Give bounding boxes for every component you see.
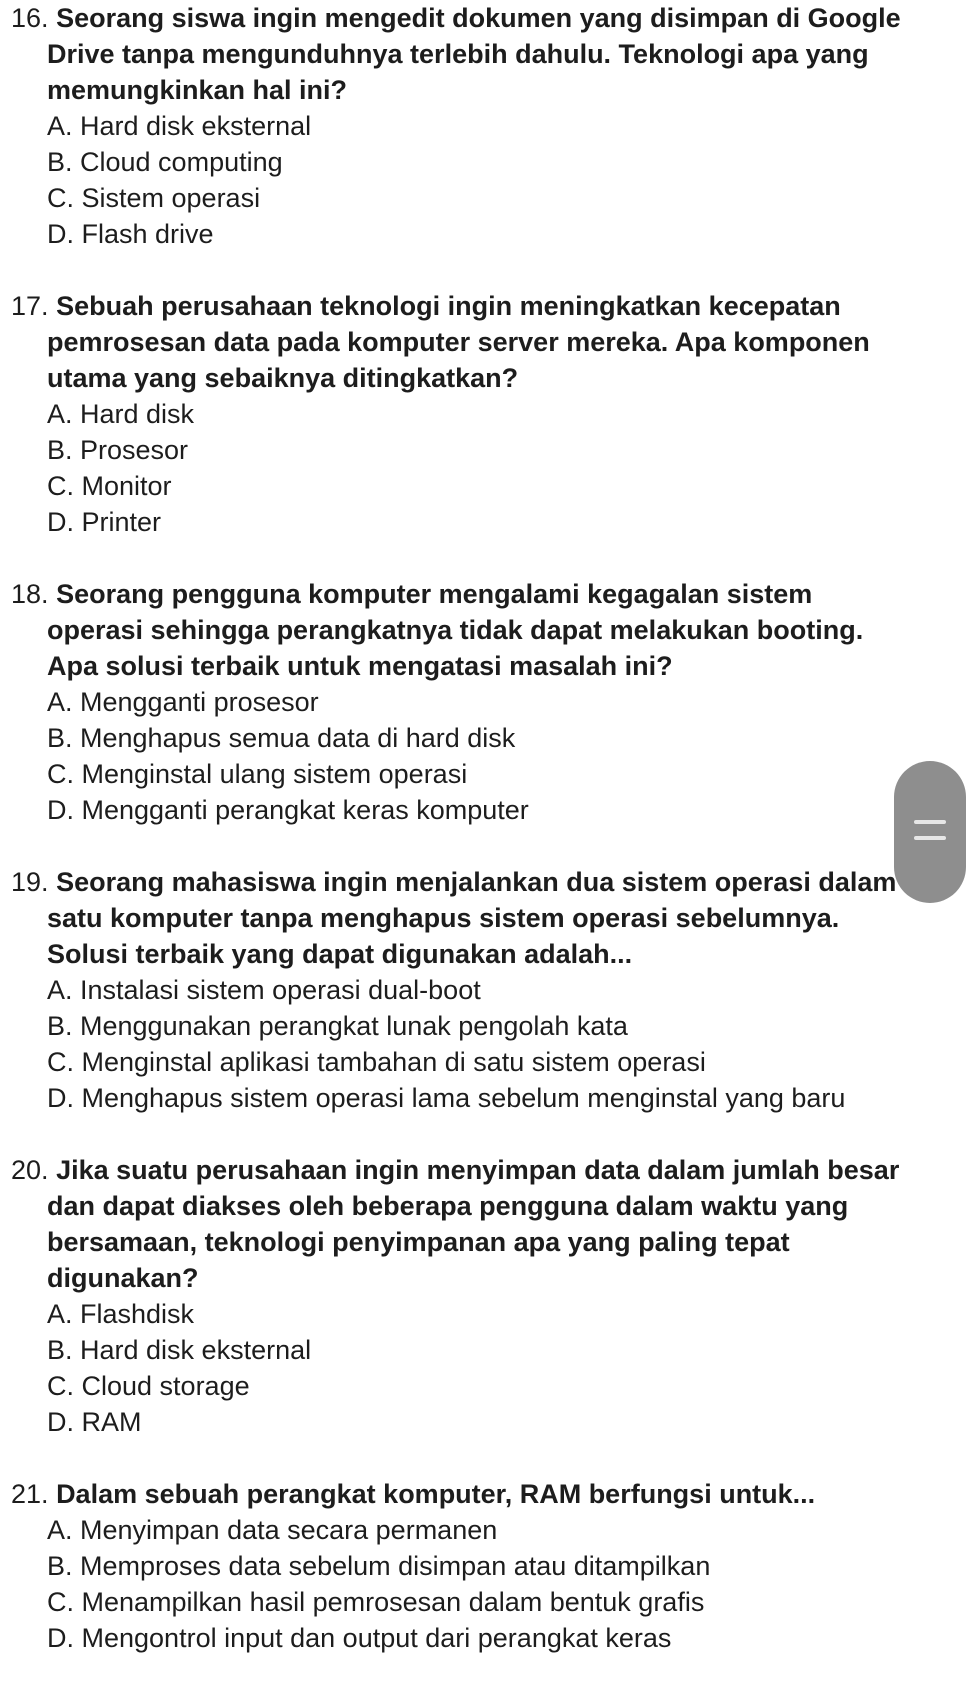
option-c: C. Menampilkan hasil pemrosesan dalam bentuk grafis (47, 1587, 705, 1617)
grip-line-icon (914, 836, 946, 840)
option-d: D. Menghapus sistem operasi lama sebelum menginstal yang baru (47, 1083, 846, 1113)
question-18 (0, 576, 973, 828)
option-b: B. Prosesor (47, 435, 189, 465)
question-text: Sebuah perusahaan teknologi ingin meningkatkan kecepatan pemrosesan data pada komputer server mereka. Apa komponen utama yang sebaiknya ditingkatkan? (47, 291, 870, 393)
question-20 (0, 1152, 973, 1440)
option-a: A. Menyimpan data secara permanen (47, 1515, 498, 1545)
grip-line-icon (914, 820, 946, 824)
question-text: Seorang mahasiswa ingin menjalankan dua sistem operasi dalam satu komputer tanpa menghapus sistem operasi sebelumnya. Solusi terbaik yang dapat digunakan adalah... (47, 867, 897, 969)
question-text: Seorang siswa ingin mengedit dokumen yang disimpan di Google Drive tanpa mengunduhnya terlebih dahulu. Teknologi apa yang memungkinkan hal ini? (47, 3, 901, 105)
option-d: D. Flash drive (47, 219, 214, 249)
option-b: B. Menghapus semua data di hard disk (47, 723, 516, 753)
question-text: Seorang pengguna komputer mengalami kegagalan sistem operasi sehingga perangkatnya tidak dapat melakukan booting. Apa solusi terbaik untuk mengatasi masalah ini? (47, 579, 864, 681)
option-a: A. Instalasi sistem operasi dual-boot (47, 975, 481, 1005)
option-b: B. Memproses data sebelum disimpan atau ditampilkan (47, 1551, 711, 1581)
question-number: 19. (11, 867, 49, 897)
question-number: 21. (11, 1479, 49, 1509)
question-text: Jika suatu perusahaan ingin menyimpan data dalam jumlah besar dan dapat diakses oleh beberapa pengguna dalam waktu yang bersamaan, teknologi penyimpanan apa yang paling tepat digunakan? (47, 1155, 900, 1293)
option-d: D. Printer (47, 507, 162, 537)
question-number: 18. (11, 579, 49, 609)
option-b: B. Cloud computing (47, 147, 283, 177)
option-a: A. Hard disk eksternal (47, 111, 312, 141)
option-a: A. Mengganti prosesor (47, 687, 319, 717)
option-c: C. Menginstal aplikasi tambahan di satu sistem operasi (47, 1047, 706, 1077)
question-number: 20. (11, 1155, 49, 1185)
question-number: 16. (11, 3, 49, 33)
question-16 (0, 0, 973, 252)
question-17 (0, 288, 973, 540)
option-a: A. Hard disk (47, 399, 195, 429)
option-d: D. Mengganti perangkat keras komputer (47, 795, 529, 825)
question-text: Dalam sebuah perangkat komputer, RAM berfungsi untuk... (56, 1479, 816, 1509)
question-number: 17. (11, 291, 49, 321)
scroll-handle[interactable] (894, 761, 966, 903)
option-a: A. Flashdisk (47, 1299, 195, 1329)
option-c: C. Monitor (47, 471, 172, 501)
option-c: C. Sistem operasi (47, 183, 261, 213)
option-b: B. Menggunakan perangkat lunak pengolah kata (47, 1011, 628, 1041)
option-d: D. RAM (47, 1407, 142, 1437)
question-19 (0, 864, 973, 1116)
option-c: C. Cloud storage (47, 1371, 250, 1401)
option-c: C. Menginstal ulang sistem operasi (47, 759, 468, 789)
option-d: D. Mengontrol input dan output dari perangkat keras (47, 1623, 672, 1653)
option-b: B. Hard disk eksternal (47, 1335, 312, 1365)
question-21 (0, 1476, 973, 1656)
